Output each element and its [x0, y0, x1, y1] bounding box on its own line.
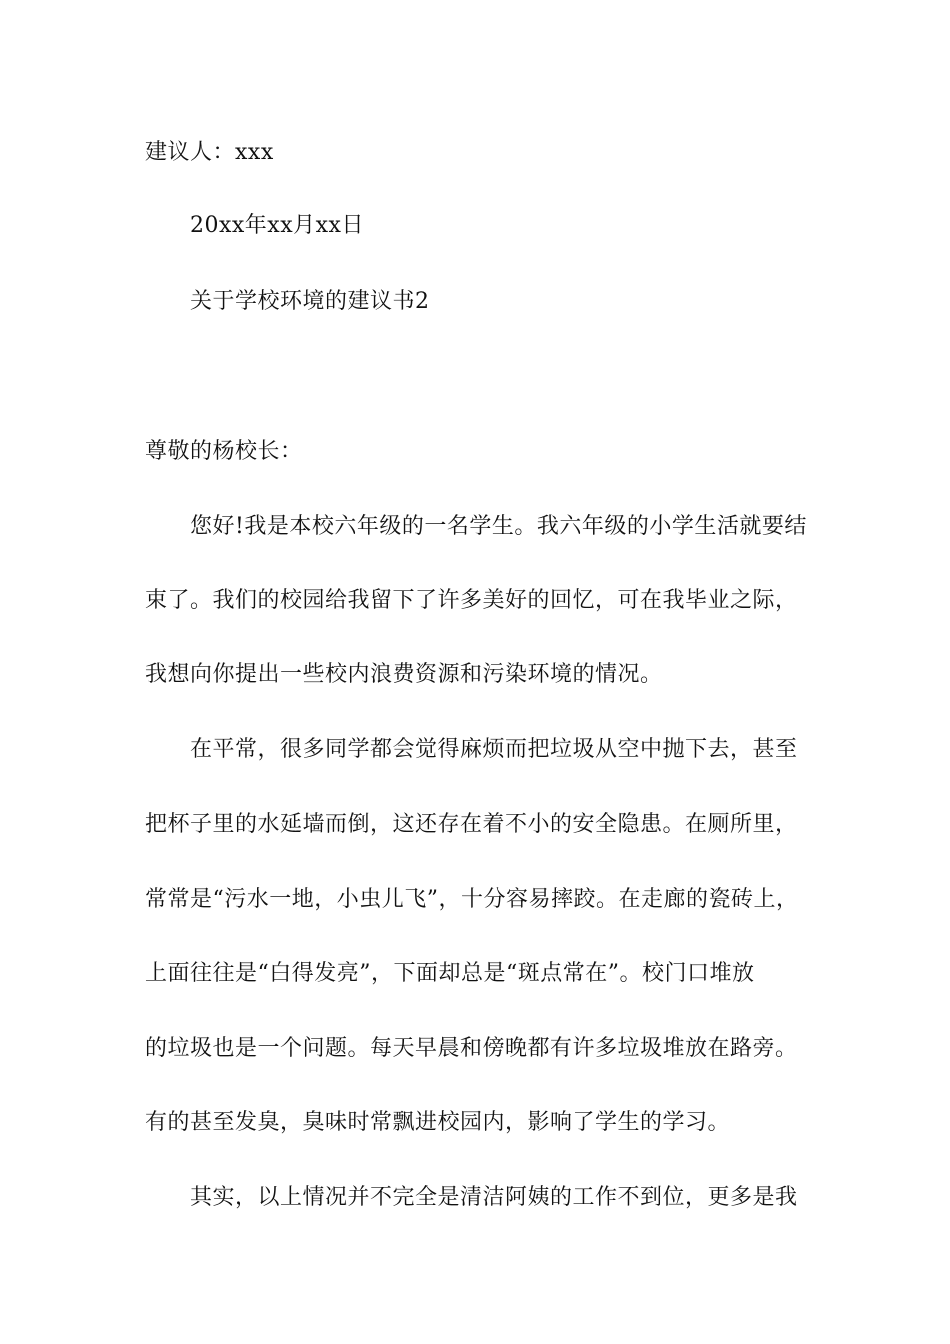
proposer-line: 建议人：xxx	[145, 140, 274, 165]
paragraph-line: 的垃圾也是一个问题。每天早晨和傍晚都有许多垃圾堆放在路旁。	[145, 1036, 798, 1061]
paragraph-line: 在平常，很多同学都会觉得麻烦而把垃圾从空中抛下去，甚至	[190, 737, 798, 762]
document-title: 关于学校环境的建议书2	[190, 289, 430, 314]
paragraph-line: 把杯子里的水延墙而倒，这还存在着不小的安全隐患。在厕所里，	[145, 812, 798, 837]
paragraph-line: 有的甚至发臭，臭味时常飘进校园内，影响了学生的学习。	[145, 1110, 731, 1135]
paragraph-line: 上面往往是“白得发亮”，下面却总是“斑点常在”。校门口堆放	[145, 961, 755, 986]
date-line: 20xx年xx月xx日	[190, 213, 364, 238]
paragraph-line: 束了。我们的校园给我留下了许多美好的回忆，可在我毕业之际，	[145, 588, 798, 613]
paragraph-line: 其实，以上情况并不完全是清洁阿姨的工作不到位，更多是我	[190, 1185, 798, 1210]
paragraph-line: 您好!我是本校六年级的一名学生。我六年级的小学生活就要结	[190, 514, 807, 539]
paragraph-line: 我想向你提出一些校内浪费资源和污染环境的情况。	[145, 662, 663, 687]
salutation: 尊敬的杨校长：	[145, 439, 303, 464]
paragraph-line: 常常是“污水一地，小虫儿飞”，十分容易摔跤。在走廊的瓷砖上，	[145, 887, 799, 912]
